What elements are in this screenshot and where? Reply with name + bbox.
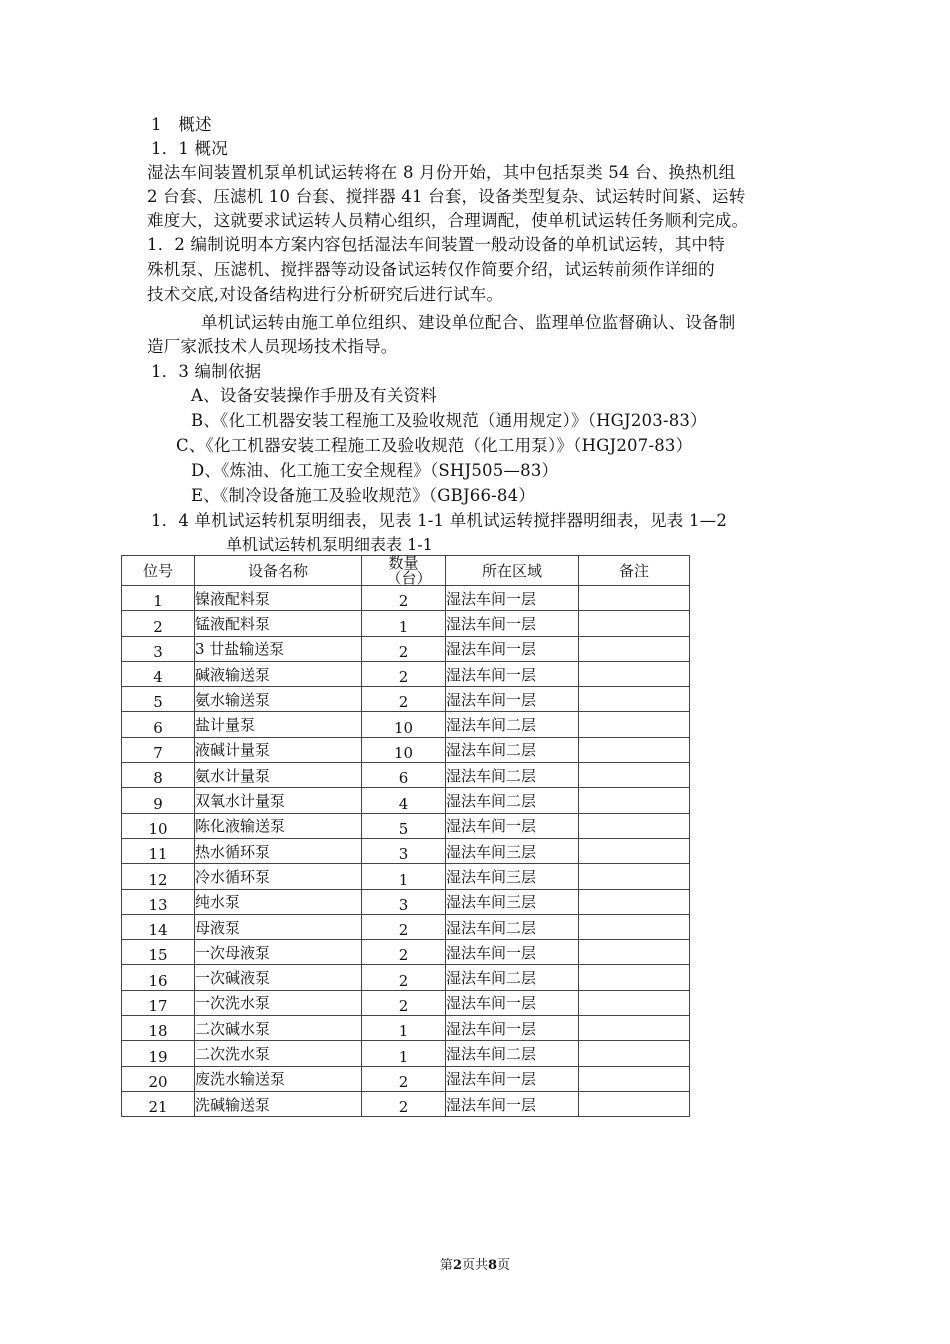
cell-no: 9: [122, 788, 195, 813]
cell-qty: 10: [362, 737, 446, 762]
table-row: [122, 788, 690, 813]
table-row: [122, 914, 690, 939]
paragraph-line: 1．2 编制说明本方案内容包括湿法车间装置一般动设备的单机试运转，其中特: [147, 235, 725, 254]
cell-name: 锰液配料泵: [195, 611, 362, 636]
cell-area: 湿法车间二层: [446, 712, 579, 737]
cell-name: 盐计量泵: [195, 712, 362, 737]
cell-name: 二次洗水泵: [195, 1041, 362, 1066]
cell-remark: [579, 1091, 690, 1116]
cell-remark: [579, 990, 690, 1015]
table-row: [122, 1066, 690, 1091]
cell-area: 湿法车间一层: [446, 636, 579, 661]
table-row: [122, 838, 690, 863]
cell-no: 16: [122, 965, 195, 990]
footer-post: 页: [497, 1258, 511, 1273]
table-row: [122, 864, 690, 889]
page-footer: [0, 1254, 950, 1273]
table-row: [122, 813, 690, 838]
cell-area: 湿法车间一层: [446, 940, 579, 965]
cell-name: 一次碱液泵: [195, 965, 362, 990]
table-row: [122, 712, 690, 737]
paragraph-line: 殊机泵、压滤机、搅拌器等动设备试运转仅作简要介绍，试运转前须作详细的: [147, 260, 715, 279]
footer-mid: 页共: [461, 1258, 488, 1273]
pump-table: [121, 555, 690, 1117]
cell-qty: 2: [362, 965, 446, 990]
cell-no: 18: [122, 1016, 195, 1041]
table-row: [122, 1016, 690, 1041]
subsection-1-3: 1．3 编制依据: [151, 362, 262, 381]
cell-area: 湿法车间一层: [446, 661, 579, 686]
cell-qty: 2: [362, 636, 446, 661]
cell-no: 6: [122, 712, 195, 737]
header-area: 所在区域: [446, 556, 579, 586]
cell-no: 17: [122, 990, 195, 1015]
cell-remark: [579, 813, 690, 838]
cell-name: 废洗水输送泵: [195, 1066, 362, 1091]
cell-area: 湿法车间三层: [446, 864, 579, 889]
cell-no: 19: [122, 1041, 195, 1066]
header-name: 设备名称: [195, 556, 362, 586]
cell-area: 湿法车间二层: [446, 788, 579, 813]
cell-remark: [579, 838, 690, 863]
cell-qty: 4: [362, 788, 446, 813]
cell-area: 湿法车间一层: [446, 611, 579, 636]
cell-remark: [579, 1041, 690, 1066]
cell-area: 湿法车间二层: [446, 1041, 579, 1066]
cell-no: 14: [122, 914, 195, 939]
table-row: [122, 611, 690, 636]
basis-item: B、《化工机器安装工程施工及验收规范（通用规定）》（HGJ203-83）: [191, 411, 707, 430]
subsection-1-4: 1．4 单机试运转机泵明细表，见表 1-1 单机试运转搅拌器明细表，见表 1—2: [151, 511, 728, 530]
cell-qty: 6: [362, 763, 446, 788]
cell-qty: 1: [362, 1016, 446, 1041]
table-row: [122, 1041, 690, 1066]
header-no: 位号: [122, 556, 195, 586]
cell-area: 湿法车间一层: [446, 586, 579, 611]
cell-remark: [579, 661, 690, 686]
cell-area: 湿法车间一层: [446, 1066, 579, 1091]
paragraph-line: 2 台套、压滤机 10 台套、搅拌器 41 台套，设备类型复杂、试运转时间紧、运转: [147, 187, 746, 206]
header-remark: 备注: [579, 556, 690, 586]
table-row: [122, 965, 690, 990]
cell-no: 1: [122, 586, 195, 611]
footer-total-pages: 8: [488, 1258, 498, 1273]
cell-name: 双氧水计量泵: [195, 788, 362, 813]
subsection-1-1: 1．1 概况: [151, 139, 228, 158]
cell-no: 13: [122, 889, 195, 914]
table-row: [122, 687, 690, 712]
cell-no: 3: [122, 636, 195, 661]
cell-name: 液碱计量泵: [195, 737, 362, 762]
cell-no: 2: [122, 611, 195, 636]
cell-qty: 2: [362, 940, 446, 965]
cell-remark: [579, 914, 690, 939]
table-row: [122, 763, 690, 788]
basis-item: D、《炼油、化工施工安全规程》（SHJ505—83）: [191, 461, 559, 480]
cell-qty: 2: [362, 661, 446, 686]
cell-area: 湿法车间一层: [446, 990, 579, 1015]
cell-name: 纯水泵: [195, 889, 362, 914]
cell-name: 二次碱水泵: [195, 1016, 362, 1041]
cell-name: 陈化液输送泵: [195, 813, 362, 838]
cell-name: 母液泵: [195, 914, 362, 939]
cell-area: 湿法车间一层: [446, 1091, 579, 1116]
cell-area: 湿法车间二层: [446, 737, 579, 762]
cell-name: 热水循环泵: [195, 838, 362, 863]
cell-qty: 3: [362, 889, 446, 914]
footer-page-number: 2: [452, 1258, 462, 1273]
cell-remark: [579, 687, 690, 712]
section-heading: 1 概述: [151, 115, 212, 134]
cell-remark: [579, 864, 690, 889]
cell-area: 湿法车间三层: [446, 838, 579, 863]
cell-name: 洗碱输送泵: [195, 1091, 362, 1116]
cell-no: 15: [122, 940, 195, 965]
cell-qty: 5: [362, 813, 446, 838]
cell-remark: [579, 737, 690, 762]
cell-name: 一次洗水泵: [195, 990, 362, 1015]
paragraph-line: 难度大，这就要求试运转人员精心组织，合理调配，使单机试运转任务顺利完成。: [147, 211, 749, 230]
cell-remark: [579, 889, 690, 914]
cell-qty: 1: [362, 864, 446, 889]
paragraph-line: 湿法车间装置机泵单机试运转将在 8 月份开始，其中包括泵类 54 台、换热机组: [147, 163, 736, 182]
cell-no: 5: [122, 687, 195, 712]
cell-area: 湿法车间二层: [446, 763, 579, 788]
cell-area: 湿法车间三层: [446, 889, 579, 914]
paragraph-line: 造厂家派技术人员现场技术指导。: [147, 337, 398, 356]
cell-name: 3 廿盐输送泵: [195, 636, 362, 661]
cell-remark: [579, 1016, 690, 1041]
cell-no: 10: [122, 813, 195, 838]
cell-no: 4: [122, 661, 195, 686]
cell-qty: 2: [362, 990, 446, 1015]
cell-remark: [579, 788, 690, 813]
table-row: [122, 1091, 690, 1116]
basis-item: E、《制冷设备施工及验收规范》（GBJ66-84）: [191, 486, 536, 505]
cell-name: 冷水循环泵: [195, 864, 362, 889]
table-row: [122, 737, 690, 762]
cell-area: 湿法车间一层: [446, 813, 579, 838]
paragraph-line: 技术交底,对设备结构进行分析研究后进行试车。: [147, 285, 504, 304]
cell-area: 湿法车间二层: [446, 965, 579, 990]
table-row: [122, 990, 690, 1015]
cell-qty: 10: [362, 712, 446, 737]
basis-item: A、设备安装操作手册及有关资料: [191, 386, 437, 405]
cell-area: 湿法车间二层: [446, 914, 579, 939]
cell-qty: 2: [362, 586, 446, 611]
table-row: [122, 586, 690, 611]
cell-no: 8: [122, 763, 195, 788]
table-row: [122, 889, 690, 914]
cell-remark: [579, 712, 690, 737]
cell-name: 镍液配料泵: [195, 586, 362, 611]
cell-qty: 2: [362, 914, 446, 939]
cell-qty: 1: [362, 1041, 446, 1066]
cell-no: 21: [122, 1091, 195, 1116]
cell-remark: [579, 763, 690, 788]
table-row: [122, 940, 690, 965]
cell-name: 一次母液泵: [195, 940, 362, 965]
cell-qty: 2: [362, 1066, 446, 1091]
table-caption: 单机试运转机泵明细表表 1-1: [226, 535, 433, 554]
cell-area: 湿法车间一层: [446, 1016, 579, 1041]
cell-qty: 1: [362, 611, 446, 636]
paragraph-line: 单机试运转由施工单位组织、建设单位配合、监理单位监督确认、设备制: [201, 313, 736, 332]
table-row: [122, 636, 690, 661]
cell-name: 氨水计量泵: [195, 763, 362, 788]
cell-remark: [579, 636, 690, 661]
cell-name: 氨水输送泵: [195, 687, 362, 712]
cell-remark: [579, 586, 690, 611]
table-header-row: [122, 556, 690, 586]
cell-qty: 2: [362, 687, 446, 712]
cell-area: 湿法车间一层: [446, 687, 579, 712]
cell-remark: [579, 940, 690, 965]
cell-name: 碱液输送泵: [195, 661, 362, 686]
cell-remark: [579, 611, 690, 636]
header-qty: [362, 556, 446, 586]
cell-qty: 2: [362, 1091, 446, 1116]
basis-item: C、《化工机器安装工程施工及验收规范（化工用泵）》（HGJ207-83）: [176, 436, 693, 455]
cell-qty: 3: [362, 838, 446, 863]
table-row: [122, 661, 690, 686]
cell-remark: [579, 1066, 690, 1091]
header-qty-label: 数量（台）: [386, 554, 432, 587]
cell-remark: [579, 965, 690, 990]
cell-no: 12: [122, 864, 195, 889]
cell-no: 20: [122, 1066, 195, 1091]
footer-pre: 第: [439, 1258, 453, 1273]
cell-no: 11: [122, 838, 195, 863]
cell-no: 7: [122, 737, 195, 762]
